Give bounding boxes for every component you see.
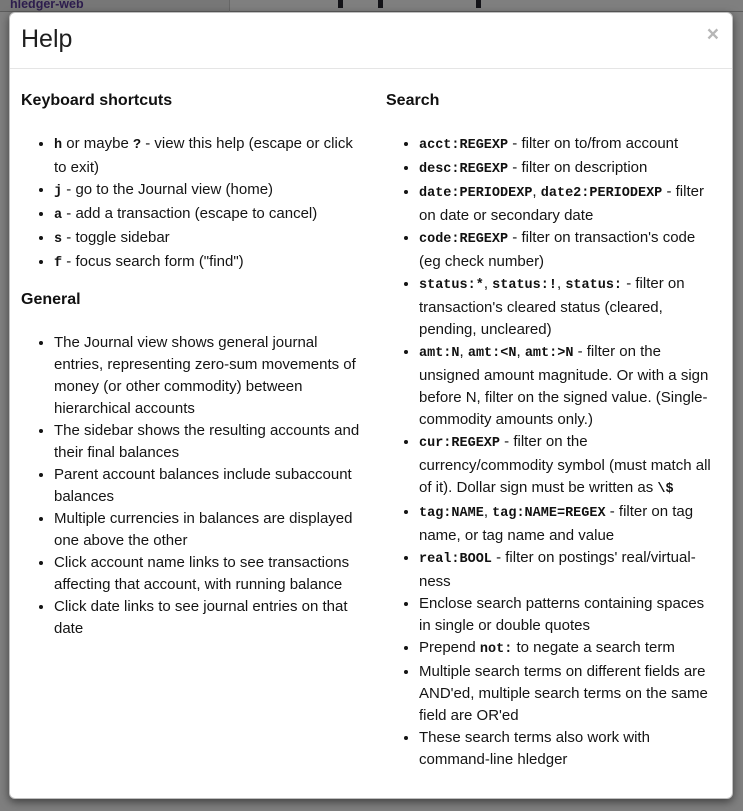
help-list bbox=[21, 133, 361, 275]
help-item: • desc:REGEXP - filter on description bbox=[419, 157, 712, 181]
code-term: amt:>N bbox=[524, 346, 574, 361]
help-item: • The sidebar shows the resulting accounts and their final balances bbox=[54, 420, 361, 464]
help-item: • tag:NAME, tag:NAME=REGEX - filter on tag name, or tag name and value bbox=[419, 501, 712, 547]
help-item: • s - toggle sidebar bbox=[54, 227, 361, 251]
close-button[interactable] bbox=[707, 24, 719, 45]
code-term: date2:PERIODEXP bbox=[540, 186, 663, 201]
section-heading: Keyboard shortcuts bbox=[21, 92, 173, 109]
help-item: • date:PERIODEXP, date2:PERIODEXP - filter on date or secondary date bbox=[419, 181, 712, 227]
help-item: • cur:REGEXP - filter on the currency/commodity symbol (must match all of it). Dollar sign must be written as \$ bbox=[419, 431, 712, 501]
modal-body bbox=[10, 69, 732, 799]
code-term: not: bbox=[479, 642, 513, 657]
help-column-right bbox=[386, 91, 712, 786]
code-term: amt:<N bbox=[467, 346, 517, 361]
code-term: status:* bbox=[419, 278, 484, 293]
code-term: tag:NAME=REGEX bbox=[492, 506, 606, 521]
code-term: h bbox=[54, 138, 63, 153]
help-item: • Click date links to see journal entries on that date bbox=[54, 596, 361, 640]
code-term: amt:N bbox=[419, 346, 460, 361]
help-item: • Prepend not: to negate a search term bbox=[419, 637, 712, 661]
code-term: desc:REGEXP bbox=[419, 162, 509, 177]
code-term: status: bbox=[565, 278, 623, 293]
code-term: status:! bbox=[492, 278, 557, 293]
code-term: a bbox=[54, 208, 63, 223]
code-term: real:BOOL bbox=[419, 552, 492, 567]
help-list bbox=[386, 133, 712, 771]
help-item: • The Journal view shows general journal entries, representing zero-sum movements of money (or other commodity) between hierarchical accounts bbox=[54, 332, 361, 420]
close-icon: × bbox=[706, 23, 719, 46]
section-heading: Search bbox=[386, 92, 440, 109]
modal-header bbox=[10, 13, 732, 69]
help-item: • These search terms also work with command-line hledger bbox=[419, 727, 712, 771]
help-column-left bbox=[21, 91, 361, 786]
help-item: • status:*, status:!, status: - filter on transaction's cleared status (cleared, pending, uncleared) bbox=[419, 273, 712, 341]
help-item: • Click account name links to see transactions affecting that account, with running balance bbox=[54, 552, 361, 596]
help-item: • code:REGEXP - filter on transaction's code (eg check number) bbox=[419, 227, 712, 273]
code-term: tag:NAME bbox=[419, 506, 484, 521]
help-section bbox=[386, 91, 712, 771]
help-item: • Parent account balances include subaccount balances bbox=[54, 464, 361, 508]
help-item: • j - go to the Journal view (home) bbox=[54, 179, 361, 203]
help-item: • Multiple search terms on different fields are AND'ed, multiple search terms on the same field are OR'ed bbox=[419, 661, 712, 727]
code-term: cur:REGEXP bbox=[419, 436, 501, 451]
code-term: acct:REGEXP bbox=[419, 138, 509, 153]
code-term: ? bbox=[132, 138, 142, 153]
help-section bbox=[21, 91, 361, 275]
help-modal bbox=[9, 12, 733, 799]
help-item: • real:BOOL - filter on postings' real/virtual-ness bbox=[419, 547, 712, 593]
help-section bbox=[21, 290, 361, 640]
modal-title: Help bbox=[21, 25, 73, 53]
section-heading: General bbox=[21, 291, 81, 308]
help-item: • Multiple currencies in balances are displayed one above the other bbox=[54, 508, 361, 552]
code-term: \$ bbox=[657, 482, 674, 497]
help-item: • a - add a transaction (escape to cancel) bbox=[54, 203, 361, 227]
help-item: • h or maybe ? - view this help (escape or click to exit) bbox=[54, 133, 361, 179]
help-item: • acct:REGEXP - filter on to/from account bbox=[419, 133, 712, 157]
help-item: • Enclose search patterns containing spaces in single or double quotes bbox=[419, 593, 712, 637]
help-item: • f - focus search form ("find") bbox=[54, 251, 361, 275]
help-item: • amt:N, amt:<N, amt:>N - filter on the unsigned amount magnitude. Or with a sign before N, filter on the signed value. (Single-commodity amounts only.) bbox=[419, 341, 712, 431]
code-term: s bbox=[54, 232, 63, 247]
code-term: j bbox=[54, 184, 63, 199]
code-term: f bbox=[54, 256, 63, 271]
code-term: date:PERIODEXP bbox=[419, 186, 533, 201]
help-list bbox=[21, 332, 361, 640]
code-term: code:REGEXP bbox=[419, 232, 509, 247]
